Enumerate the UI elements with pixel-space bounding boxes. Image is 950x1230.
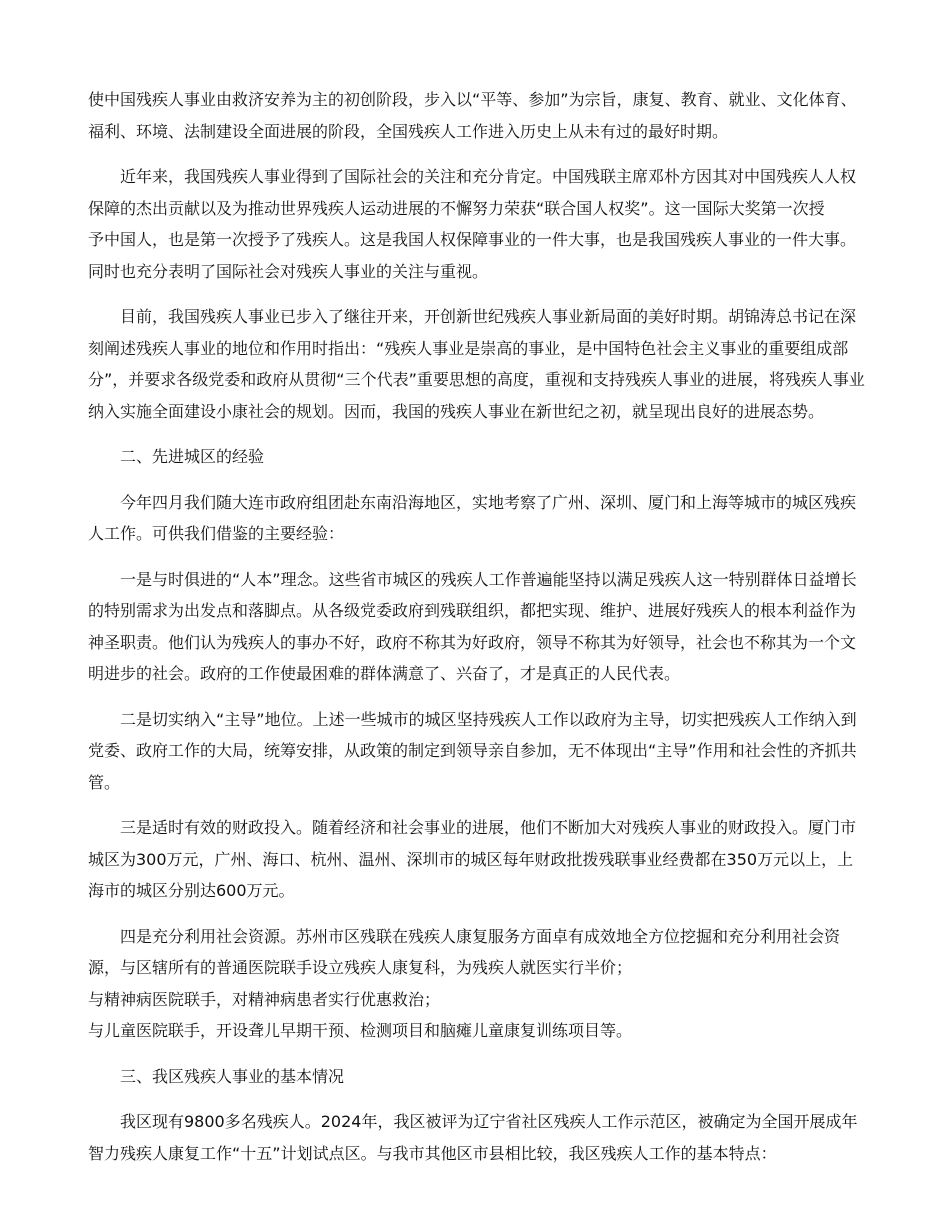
paragraph-financial-input: 三是适时有效的财政投入。随着经济和社会事业的进展，他们不断加大对残疾人事业的财政投入。厦门市城区为300万元，广州、海口、杭州、温州、深圳市的城区每年财政批拨残联事业经费都在350万元以上，上海市的城区分别达600万元。 xyxy=(88,818,857,900)
paragraph-social-resources: 四是充分利用社会资源。苏州市区残联在残疾人康复服务方面卓有成效地全方位挖掘和充分利用社会资源，与区辖所有的普通医院联手设立残疾人康复科，为残疾人就医实行半价； xyxy=(88,926,841,977)
section-heading-basic-situation: 三、我区残疾人事业的基本情况 xyxy=(120,1066,345,1086)
paragraph-new-era: 目前，我国残疾人事业已步入了继往开来，开创新世纪残疾人事业新局面的美好时期。胡锦涛总书记在深刻阐述残疾人事业的地位和作用时指出：“残疾人事业是崇高的事业，是中国特色社会主义事业的重要组成部分”，并要求各级党委和政府从贯彻“三个代表”重要思想的高度，重视和支持残疾人事业的进展，将残疾人事业纳入实施全面建设小康社会的规划。因而，我国的残疾人事业在新世纪之初，就呈现出良好的进展态势。 xyxy=(88,307,865,421)
paragraph-international-recognition: 近年来，我国残疾人事业得到了国际社会的关注和充分肯定。中国残联主席邓朴方因其对中国残疾人人权保障的杰出贡献以及为推动世界残疾人运动进展的不懈努力荣获“联合国人权奖”。这一国际大奖第一次授 予中国人，也是第一次授予了残疾人。这是我国人权保障事业的一件大事，也是我国残疾人事业的一件大事。同时也充分表明了国际社会对残疾人事业的关注与重视。 xyxy=(88,167,857,281)
paragraph-district-overview: 我区现有9800多名残疾人。2024年，我区被评为辽宁省社区残疾人工作示范区，被确定为全国开展成年智力残疾人康复工作“十五”计划试点区。与我市其他区市县相比较，我区残疾人工作的基本特点： xyxy=(88,1112,858,1163)
document-page xyxy=(88,84,868,1183)
section-heading-advanced-experience: 二、先进城区的经验 xyxy=(120,447,265,466)
paragraph-people-oriented: 一是与时俱进的“人本”理念。这些省市城区的残疾人工作普遍能坚持以满足残疾人这一特别群体日益增长的特别需求为出发点和落脚点。从各级党委政府到残联组织，都把实现、维护、进展好残疾人的根本利益作为神圣职责。他们认为残疾人的事办不好，政府不称其为好政府，领导不称其为好领导，社会也不称其为一个文明进步的社会。政府的工作使最困难的群体满意了、兴奋了，才是真正的人民代表。 xyxy=(88,569,857,683)
list-line-psychiatric-hospital: 与精神病医院联手，对精神病患者实行优惠救治； xyxy=(88,989,441,1009)
list-line-children-hospital: 与儿童医院联手，开设聋儿早期干预、检测项目和脑瘫儿童康复训练项目等。 xyxy=(88,1021,633,1040)
paragraph-inspection-trip: 今年四月我们随大连市政府组团赴东南沿海地区，实地考察了广州、深圳、厦门和上海等城市的城区残疾人工作。可供我们借鉴的主要经验： xyxy=(88,492,857,543)
paragraph-intro-continuation: 使中国残疾人事业由救济安养为主的初创阶段，步入以“平等、参加”为宗旨，康复、教育、就业、文化体育、福利、环境、法制建设全面进展的阶段，全国残疾人工作进入历史上从未有过的最好时期。 xyxy=(88,90,857,141)
paragraph-government-leading: 二是切实纳入“主导”地位。上述一些城市的城区坚持残疾人工作以政府为主导，切实把残疾人工作纳入到党委、政府工作的大局，统筹安排，从政策的制定到领导亲自参加，无不体现出“主导”作用和社会性的齐抓共管。 xyxy=(88,709,857,792)
